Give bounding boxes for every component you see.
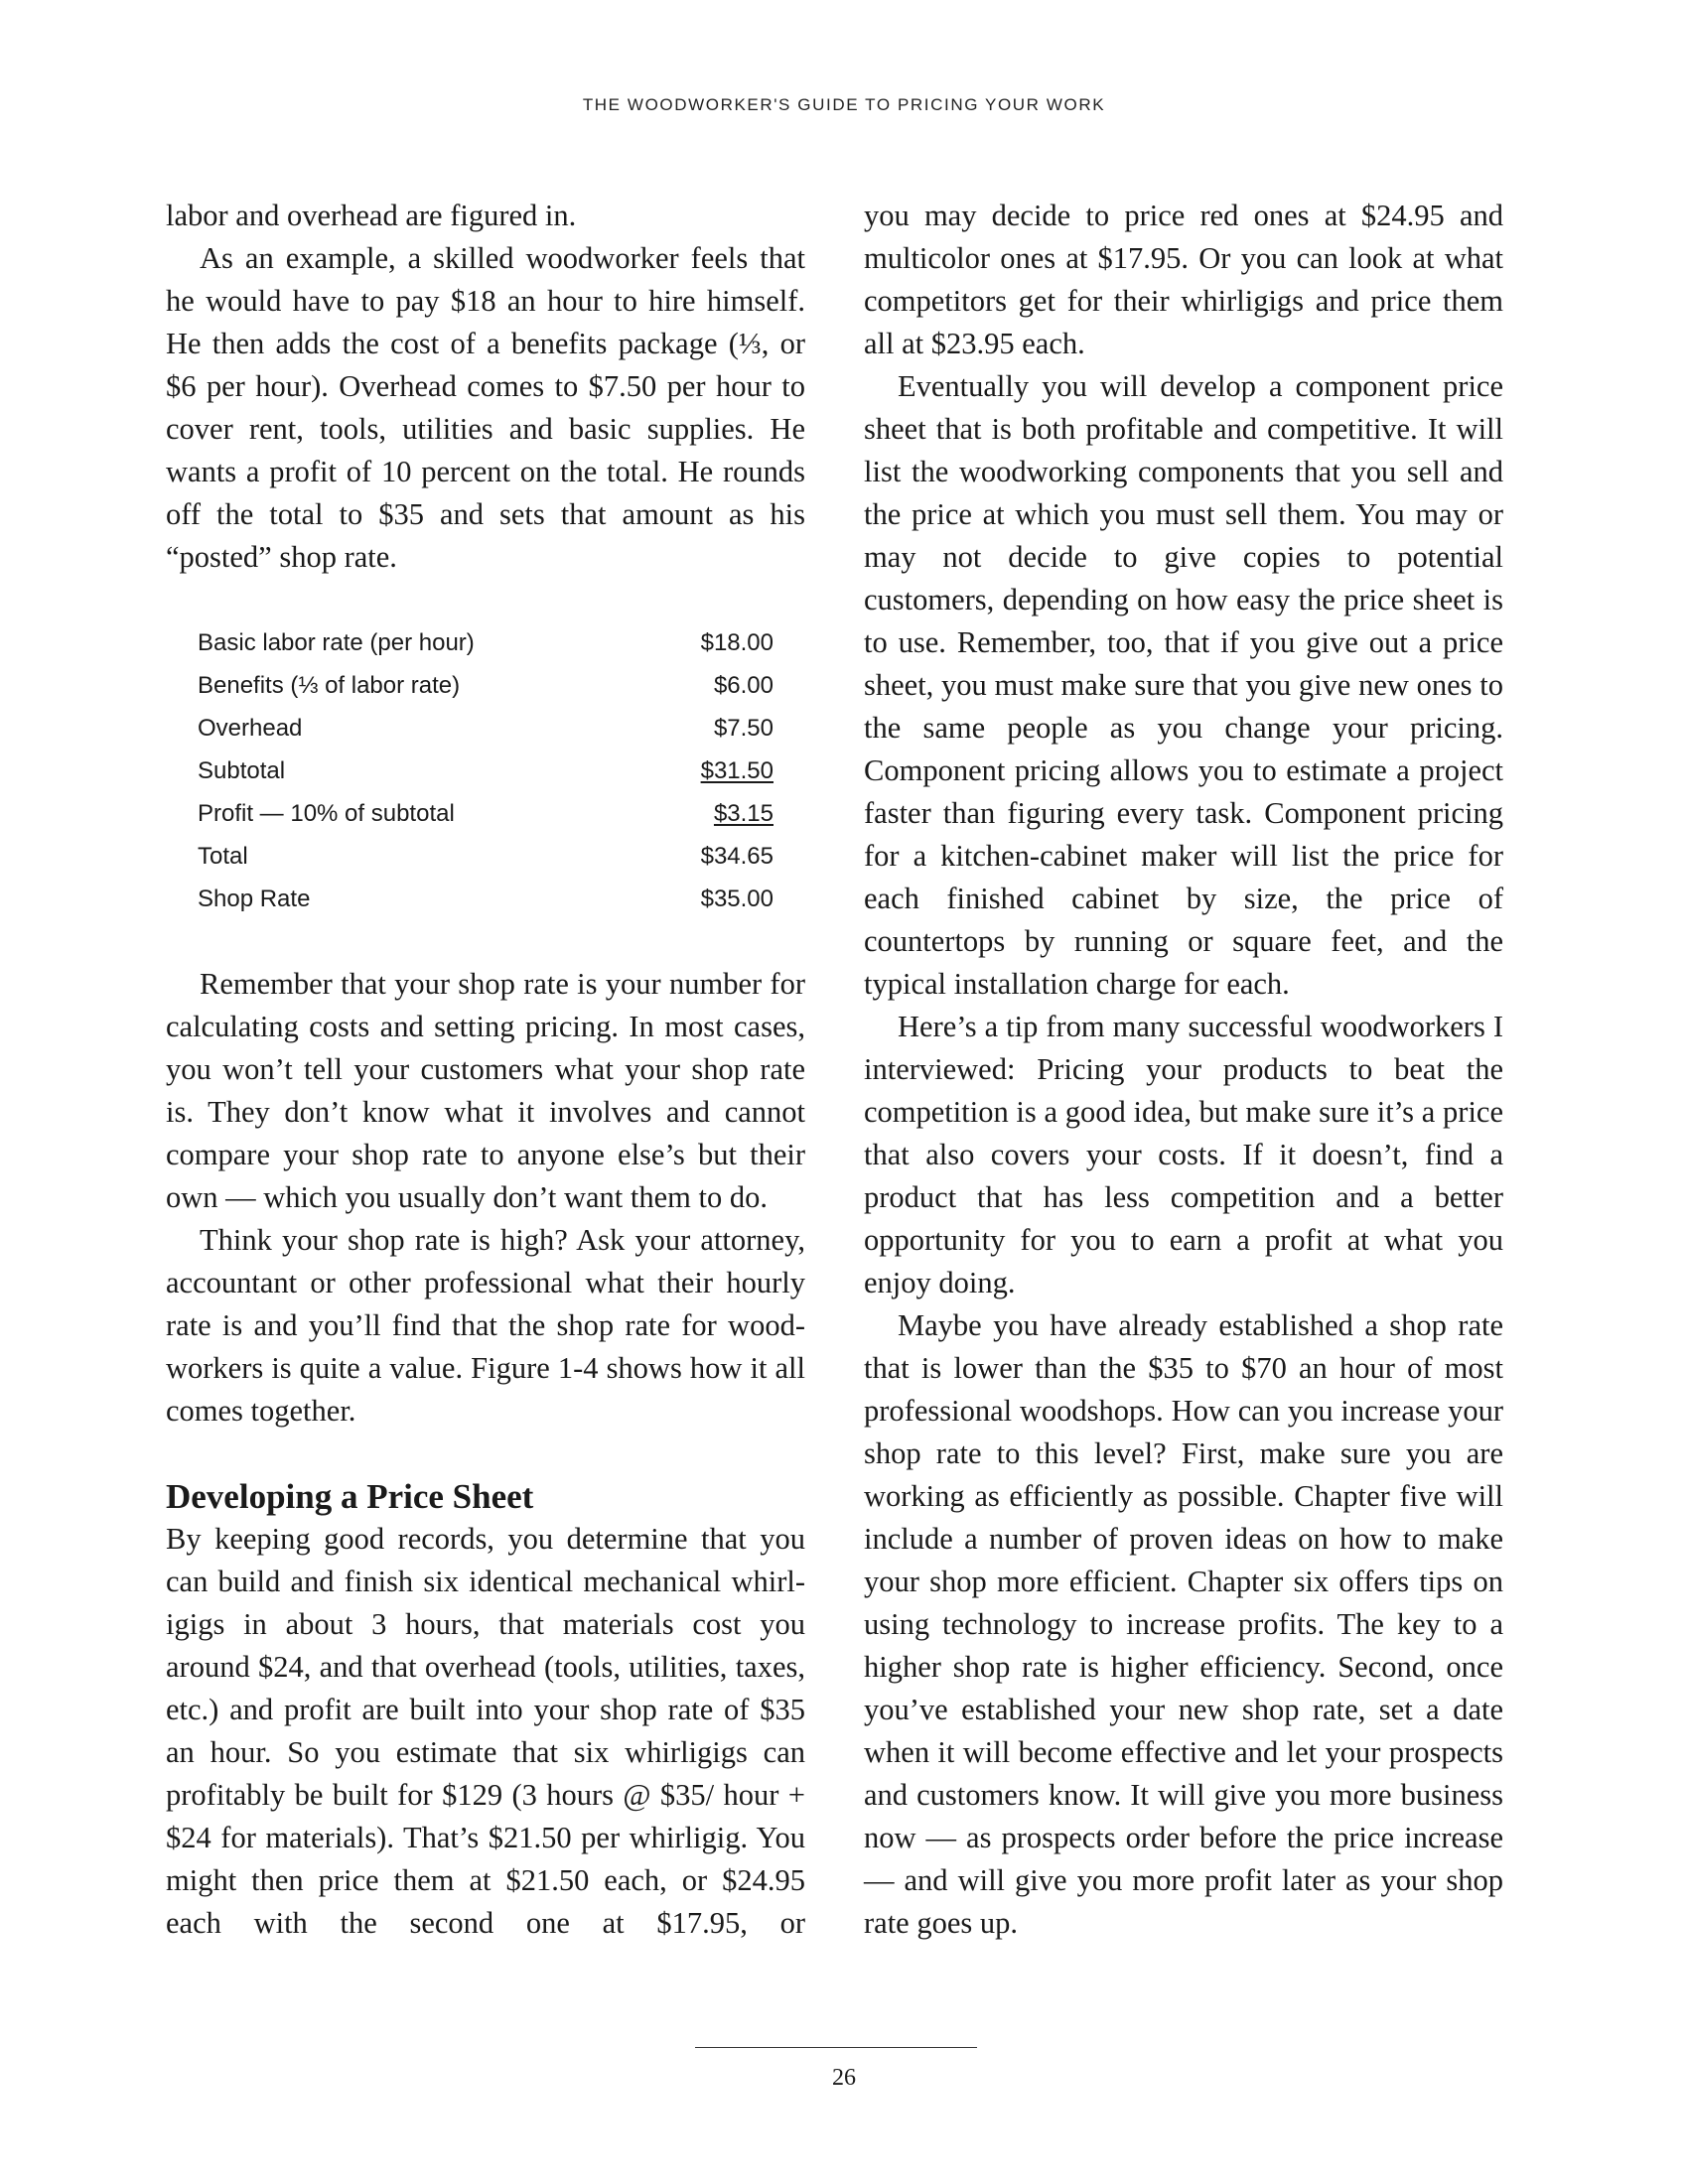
paragraph-eventually: Eventually you will develop a component price sheet that is both profitable and competitive. It will list the woodworking components that you sell and the price at which you must sell them. You may or may not decide to give copies to potential customers, depending on how easy the price sheet is to use. Remember, too, that if you give out a price sheet, you must make sure that you give new ones to the same people as you change your pricing. Component pricing allows you to estimate a project faster than figuring every task. Component pricing for a kitchen-cabinet maker will list the price for each finished cabinet by size, the price of countertops by running or square feet, and the typical installation charge for each.	[864, 369, 1503, 1001]
page-number: 26	[832, 2065, 856, 2091]
table-row-amount	[653, 750, 774, 792]
paragraph-keeping: By keeping good records, you determine that you can build and finish six identical mechanical whirligigs in about 3 hours, that materials cost you around $24, and that overhead (tools, utilities, taxes, etc.) and profit are built into your shop rate of $35 an hour. So you estimate that six whirligigs can profitably be built for $129 (3 hours @ $35/ hour + $24 for materials). That’s $21.50 per whirligig. You might then price them at $21.50 each, or $24.95 each with the second one at $17.95, or	[166, 1522, 805, 1940]
table-row	[198, 707, 774, 750]
right-column	[864, 195, 1503, 1945]
table-row-amount-value: $34.65	[700, 843, 774, 870]
section-heading: Developing a Price Sheet	[166, 1477, 534, 1516]
running-head: THE WOODWORKER'S GUIDE TO PRICING YOUR WORK	[582, 95, 1106, 114]
table-row	[198, 664, 774, 707]
table-row-label: Shop Rate	[198, 886, 311, 912]
table-row	[198, 792, 774, 835]
table-row-amount-value: $6.00	[713, 672, 774, 699]
table-row-amount	[653, 878, 774, 920]
table-row	[198, 750, 774, 792]
table-row-label: Overhead	[198, 715, 303, 742]
paragraph-tip: Here’s a tip from many successful woodworkers I interviewed: Pricing your products to beat the competition is a good idea, but make sure it’s a price that also covers your costs. If it doesn’t, find a product that has less competition and a better opportunity for you to earn a profit at what you enjoy doing.	[864, 1010, 1503, 1299]
table-row-amount	[653, 792, 774, 835]
paragraph-remember: Remember that your shop rate is your number for calculating costs and setting pricing. In most cases, you won’t tell your customers what your shop rate is. They don’t know what it involves and cannot compare your shop rate to anyone else’s but their own — which you usually don’t want them to do.	[166, 967, 805, 1214]
paragraph-continuation-right: you may decide to price red ones at $24.95 and multicolor ones at $17.95. Or you can look at what competitors get for their whirligigs and price them all at $23.95 each.	[864, 199, 1503, 360]
table-row	[198, 835, 774, 878]
table-row-amount	[653, 664, 774, 707]
paragraph-continuation: labor and overhead are figured in.	[166, 199, 577, 232]
table-row-amount	[653, 707, 774, 750]
table-row-amount-value: $7.50	[713, 715, 774, 742]
table-row-amount-value: $3.15	[713, 800, 774, 827]
shop-rate-table	[198, 621, 774, 920]
paragraph-think: Think your shop rate is high? Ask your attorney, accountant or other professional what their hourly rate is and you’ll find that the shop rate for woodworkers is quite a value. Figure 1-4 shows how it all comes together.	[166, 1223, 805, 1428]
left-column	[166, 195, 805, 1945]
table-row-amount-value: $35.00	[700, 886, 774, 912]
table-row-amount	[653, 835, 774, 878]
table-row	[198, 621, 774, 664]
paragraph-example: As an example, a skilled woodworker feels that he would have to pay $18 an hour to hire himself. He then adds the cost of a benefits package (⅓, or $6 per hour). Overhead comes to $7.50 per hour to cover rent, tools, utilities and basic supplies. He wants a profit of 10 percent on the total. He rounds off the total to $35 and sets that amount as his “posted” shop rate.	[166, 241, 805, 574]
table-row-label: Profit — 10% of subtotal	[198, 800, 455, 827]
table-row	[198, 878, 774, 920]
shop-rate-table-body	[198, 621, 774, 920]
footer-rule	[695, 2047, 977, 2048]
table-row-amount-value: $18.00	[700, 629, 774, 656]
paragraph-maybe: Maybe you have already established a shop rate that is lower than the $35 to $70 an hour of most professional woodshops. How can you increase your shop rate to this level? First, make sure you are working as efficiently as possible. Chapter five will include a number of proven ideas on how to make your shop more efficient. Chapter six offers tips on using technology to increase profits. The key to a higher shop rate is higher efficiency. Second, once you’ve established your new shop rate, set a date when it will become effective and let your prospects and customers know. It will give you more business now — as prospects order before the price increase — and will give you more profit later as your shop rate goes up.	[864, 1308, 1503, 1940]
table-row-amount	[653, 621, 774, 664]
table-row-label: Total	[198, 843, 248, 870]
table-row-amount-value: $31.50	[700, 757, 774, 784]
table-row-label: Benefits (⅓ of labor rate)	[198, 672, 461, 699]
table-row-label: Basic labor rate (per hour)	[198, 629, 475, 656]
table-row-label: Subtotal	[198, 757, 286, 784]
